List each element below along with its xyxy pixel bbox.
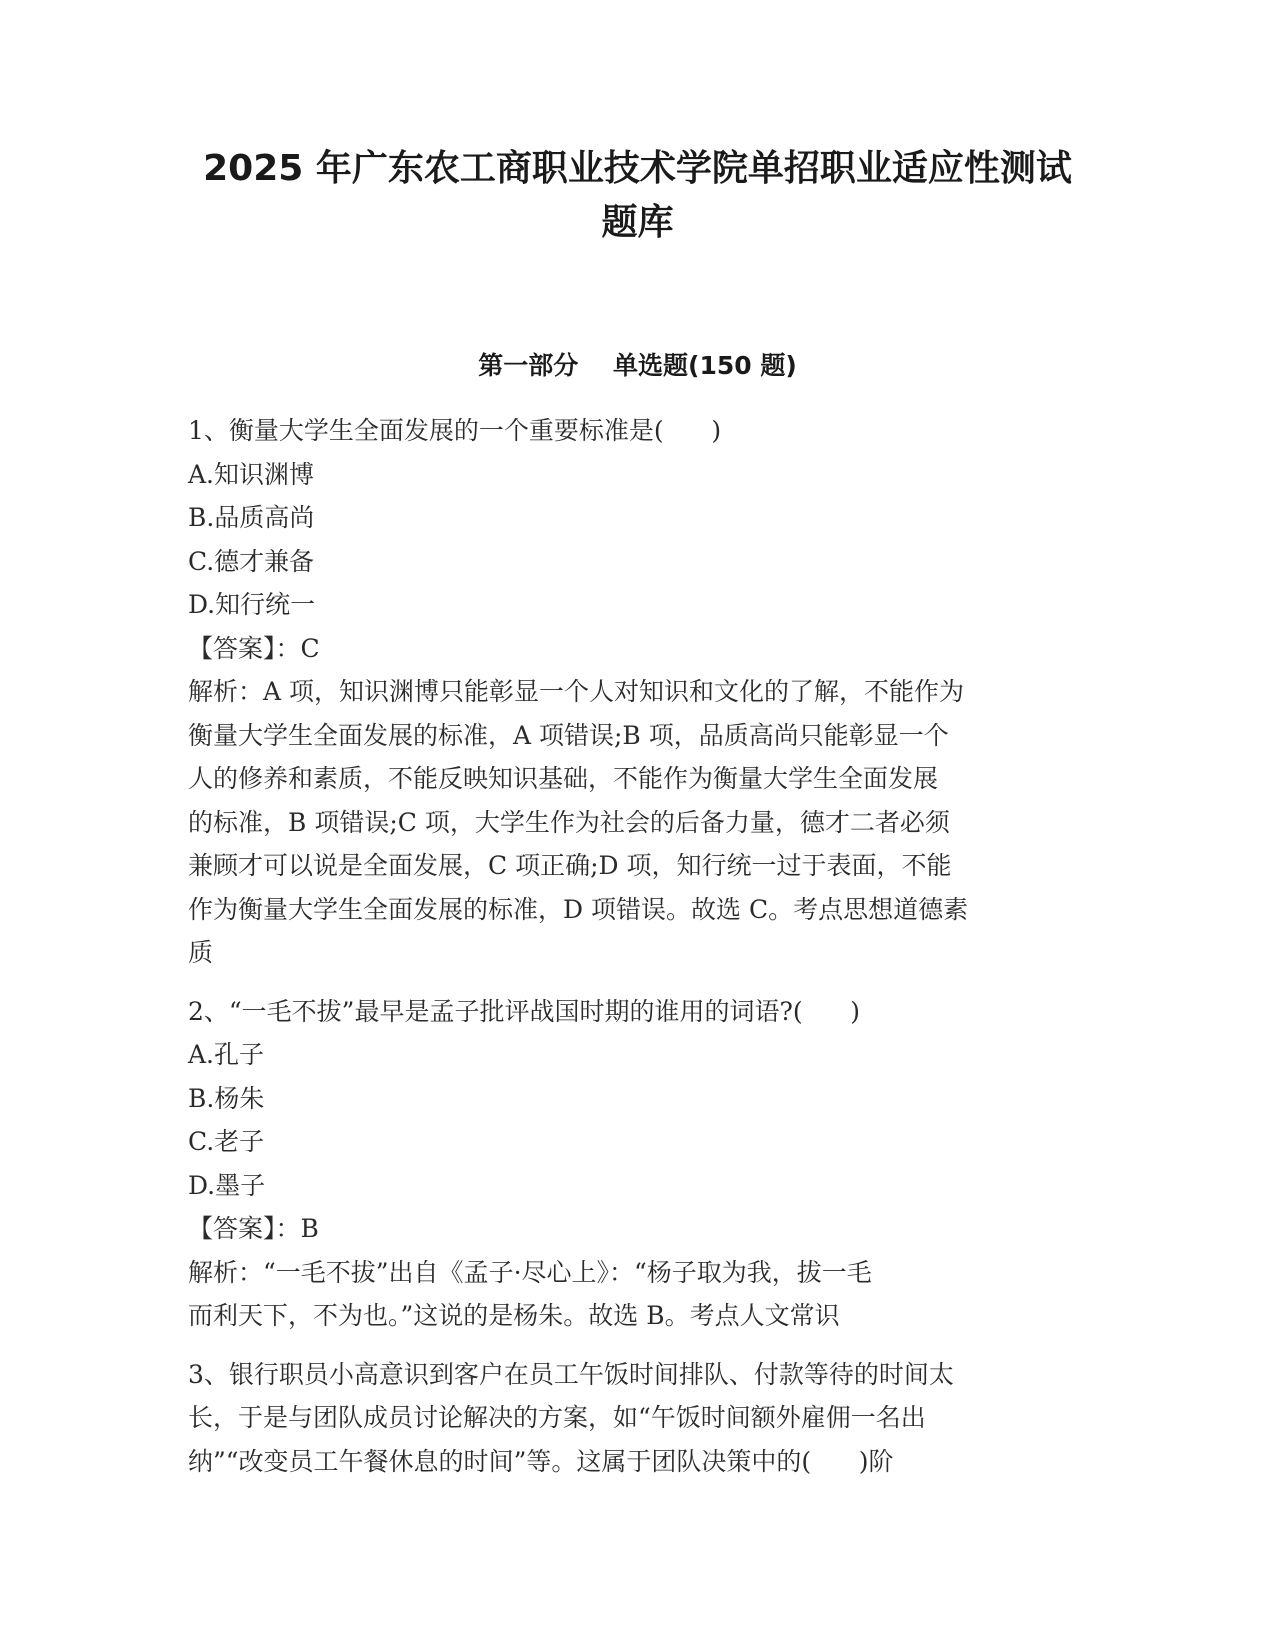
- question-list: [188, 409, 1088, 1498]
- question-stem: 2、“一毛不拔”最早是孟子批评战国时期的谁用的词语?( ): [188, 996, 861, 1026]
- explanation-line: 作为衡量大学生全面发展的标准，D 项错误。故选 C。考点思想道德素: [188, 894, 969, 924]
- explanation-line: 兼顾才可以说是全面发展，C 项正确;D 项，知行统一过于表面，不能: [188, 851, 952, 880]
- question-stem: 长，于是与团队成员讨论解决的方案，如“午饭时间额外雇佣一名出: [188, 1403, 926, 1432]
- explanation-line: 的标准，B 项错误;C 项，大学生作为社会的后备力量，德才二者必须: [188, 807, 950, 837]
- explanation-line: 而利天下，不为也。”这说的是杨朱。故选 B。考点人文常识: [188, 1301, 840, 1330]
- option-a: A.孔子: [188, 1040, 265, 1069]
- option-a: A.知识渊博: [188, 459, 315, 489]
- explanation-line: 解析：“一毛不拔”出自《孟子·尽心上》：“杨子取为我，拔一毛: [188, 1257, 872, 1287]
- answer-line: 【答案】：B: [188, 1214, 319, 1243]
- question-stem: 3、银行职员小高意识到客户在员工午饭时间排队、付款等待的时间太: [188, 1359, 954, 1389]
- question-3: [188, 1353, 1088, 1484]
- question-stem: 1、衡量大学生全面发展的一个重要标准是( ): [188, 416, 722, 445]
- explanation-line: 解析：A 项，知识渊博只能彰显一个人对知识和文化的了解，不能作为: [188, 677, 965, 706]
- explanation-line: 质: [188, 938, 214, 967]
- document-title: [150, 142, 1125, 250]
- title-line-1: 2025 年广东农工商职业技术学院单招职业适应性测试: [203, 148, 1072, 189]
- title-line-2: 题库: [601, 202, 674, 243]
- question-2: [188, 990, 1088, 1338]
- question-stem: 纳”“改变员工午餐休息的时间”等。这属于团队决策中的( )阶: [188, 1446, 894, 1476]
- option-d: D.墨子: [188, 1170, 266, 1200]
- option-b: B.品质高尚: [188, 503, 315, 532]
- question-1: [188, 409, 1088, 975]
- answer-line: 【答案】：C: [188, 633, 320, 663]
- section-heading: 第一部分 单选题(150 题): [478, 351, 797, 380]
- option-b: B.杨朱: [188, 1083, 265, 1113]
- option-c: C.老子: [188, 1127, 265, 1156]
- explanation-line: 衡量大学生全面发展的标准，A 项错误;B 项，品质高尚只能彰显一个: [188, 720, 949, 750]
- option-d: D.知行统一: [188, 590, 316, 619]
- explanation-line: 人的修养和素质，不能反映知识基础，不能作为衡量大学生全面发展: [188, 764, 939, 793]
- option-c: C.德才兼备: [188, 546, 315, 576]
